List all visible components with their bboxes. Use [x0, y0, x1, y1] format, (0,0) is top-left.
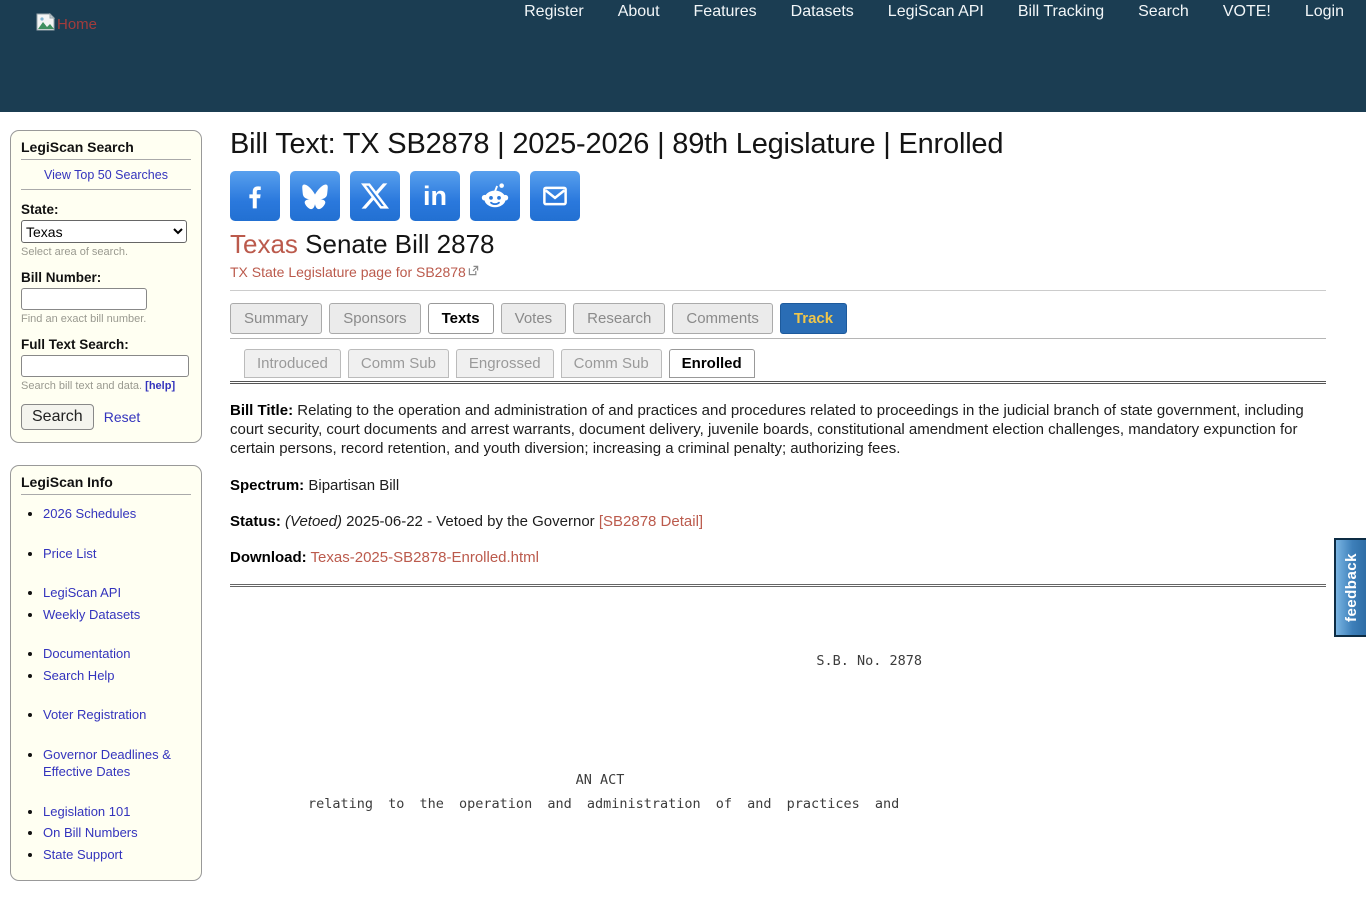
- info-link-legiscan-api[interactable]: LegiScan API: [43, 585, 122, 601]
- linkedin-icon: in: [423, 180, 447, 211]
- search-panel-title: LegiScan Search: [21, 139, 191, 160]
- bill-number-label: Bill Number:: [21, 270, 102, 285]
- reddit-share-button[interactable]: [470, 171, 520, 221]
- divider: [230, 290, 1326, 291]
- nav-features[interactable]: Features: [693, 3, 757, 20]
- external-link-icon: [468, 265, 479, 276]
- nav-legiscan-api[interactable]: LegiScan API: [887, 3, 984, 20]
- status-text: 2025-06-22 - Vetoed by the Governor: [342, 512, 599, 530]
- subtab-comm-sub-1[interactable]: Comm Sub: [348, 349, 449, 378]
- subtab-introduced[interactable]: Introduced: [244, 349, 341, 378]
- tab-research[interactable]: Research: [573, 303, 665, 334]
- home-link[interactable]: [36, 13, 97, 33]
- bill-title-text: Relating to the operation and administration of and practices and procedures related to proceedings in the judicial branch of state government, including court security, court documents and arrest warrants, document delivery, juvenile boards, constitutional amendment election challenges, mandatory expunction for certain persons, record retention, and youth diversion; increasing a criminal penalty; authorizing fees.: [230, 402, 1304, 458]
- feedback-button[interactable]: [1334, 538, 1366, 637]
- list-item: [43, 846, 191, 864]
- page-title: Bill Text: TX SB2878 | 2025-2026 | 89th Legislature | Enrolled: [230, 128, 1004, 160]
- bill-title-row: [230, 401, 1326, 459]
- download-label: Download:: [230, 548, 307, 566]
- list-item: [43, 606, 191, 624]
- list-item: [43, 803, 191, 821]
- linkedin-share-button[interactable]: [410, 171, 460, 221]
- state-helper-text: Select area of search.: [21, 246, 129, 258]
- info-link-voter-registration[interactable]: Voter Registration: [43, 707, 147, 723]
- state-link[interactable]: Texas: [230, 229, 298, 259]
- full-text-search-label: Full Text Search:: [21, 337, 129, 352]
- list-item: [43, 667, 191, 685]
- reddit-icon: [479, 180, 511, 212]
- help-bracket-close: ]: [171, 380, 176, 392]
- info-panel-title: LegiScan Info: [21, 474, 191, 495]
- nav-datasets[interactable]: Datasets: [790, 3, 854, 20]
- bill-metadata: [230, 401, 1326, 567]
- search-button[interactable]: Search: [21, 404, 94, 430]
- legiscan-info-panel: [10, 465, 202, 881]
- nav-login[interactable]: Login: [1304, 3, 1344, 20]
- view-top-50-searches-link[interactable]: View Top 50 Searches: [44, 168, 168, 182]
- email-share-button[interactable]: [530, 171, 580, 221]
- document-divider: [230, 584, 1326, 587]
- info-link-2026-schedules[interactable]: 2026 Schedules: [43, 506, 137, 521]
- info-link-state-support[interactable]: State Support: [43, 847, 123, 863]
- status-row: [230, 512, 1326, 531]
- info-link-list: [21, 505, 191, 864]
- bill-heading-rest: Senate Bill 2878: [297, 229, 495, 259]
- list-item: [43, 645, 191, 663]
- info-link-search-help[interactable]: Search Help: [43, 667, 115, 683]
- info-link-weekly-datasets[interactable]: Weekly Datasets: [43, 606, 141, 622]
- tab-track[interactable]: Track: [780, 303, 847, 334]
- subtab-comm-sub-2[interactable]: Comm Sub: [561, 349, 662, 378]
- top-header-bar: [0, 0, 1366, 112]
- info-link-documentation[interactable]: Documentation: [43, 646, 131, 662]
- nav-bill-tracking[interactable]: Bill Tracking: [1017, 3, 1105, 20]
- list-item: [43, 505, 191, 523]
- legiscan-search-panel: [10, 130, 202, 443]
- spectrum-label: Spectrum:: [230, 476, 305, 494]
- list-item: [43, 824, 191, 842]
- facebook-share-button[interactable]: [230, 171, 280, 221]
- email-icon: [540, 181, 570, 211]
- bill-number-input[interactable]: [21, 288, 147, 310]
- broken-image-icon: [36, 13, 56, 31]
- info-link-on-bill-numbers[interactable]: On Bill Numbers: [43, 825, 138, 841]
- nav-about[interactable]: About: [617, 3, 660, 20]
- state-legislature-page-link[interactable]: TX State Legislature page for SB2878: [230, 264, 466, 280]
- nav-register[interactable]: Register: [524, 3, 584, 20]
- feedback-button-label: feedback: [1342, 552, 1360, 623]
- tab-summary[interactable]: Summary: [230, 303, 322, 334]
- full-text-search-input[interactable]: [21, 355, 189, 377]
- spectrum-row: [230, 476, 1326, 495]
- download-row: [230, 548, 1326, 567]
- bill-number-helper-text: Find an exact bill number.: [21, 313, 147, 325]
- state-legislature-link-row: [230, 264, 1326, 280]
- subtab-enrolled[interactable]: Enrolled: [669, 349, 755, 378]
- status-vetoed-tag: (Vetoed): [280, 512, 342, 530]
- facebook-icon: [240, 181, 270, 211]
- spectrum-value: Bipartisan Bill: [304, 476, 400, 494]
- social-share-row: [230, 171, 1326, 221]
- x-twitter-share-button[interactable]: [350, 171, 400, 221]
- nav-search[interactable]: Search: [1138, 3, 1189, 20]
- bluesky-icon: [300, 181, 330, 211]
- left-sidebar: [10, 130, 202, 903]
- help-bracket-open: [: [145, 380, 149, 392]
- state-select[interactable]: [21, 220, 187, 243]
- list-item: [43, 545, 191, 563]
- info-link-governor-deadlines[interactable]: Governor Deadlines & Effective Dates: [43, 746, 171, 780]
- list-item: [43, 584, 191, 602]
- state-label: State:: [21, 202, 59, 217]
- status-label: Status:: [230, 512, 281, 530]
- tab-texts[interactable]: Texts: [428, 303, 494, 334]
- info-link-legislation-101[interactable]: Legislation 101: [43, 803, 131, 819]
- bluesky-share-button[interactable]: [290, 171, 340, 221]
- bill-tab-bar: [230, 303, 1326, 339]
- bill-heading: [230, 229, 1326, 260]
- list-item: [43, 706, 191, 724]
- nav-vote[interactable]: VOTE!: [1222, 3, 1271, 20]
- document-body-line: relating to the operation and administration of and practices and: [308, 796, 900, 813]
- tab-votes[interactable]: Votes: [501, 303, 567, 334]
- document-an-act: AN ACT: [575, 772, 625, 789]
- subtab-engrossed[interactable]: Engrossed: [456, 349, 554, 378]
- text-version-tab-bar: [230, 349, 1326, 384]
- top-navigation: [524, 3, 1344, 21]
- help-link[interactable]: help: [148, 380, 172, 392]
- home-link-label: Home: [57, 16, 98, 33]
- list-item: [43, 746, 191, 781]
- bill-title-label: Bill Title:: [230, 402, 294, 419]
- info-link-price-list[interactable]: Price List: [43, 545, 97, 561]
- download-link[interactable]: Texas-2025-SB2878-Enrolled.html: [306, 548, 540, 566]
- status-detail-link[interactable]: [SB2878 Detail]: [598, 512, 704, 530]
- reset-link[interactable]: Reset: [103, 409, 141, 425]
- x-twitter-icon: [361, 182, 389, 210]
- full-text-helper-text: [21, 380, 191, 392]
- main-content: [230, 112, 1326, 812]
- full-text-helper-prefix: Search bill text and data.: [21, 380, 146, 392]
- bill-document-text: [230, 653, 970, 812]
- tab-sponsors[interactable]: Sponsors: [329, 303, 420, 334]
- tab-comments[interactable]: Comments: [672, 303, 773, 334]
- document-bill-number: S.B. No. 2878: [816, 653, 922, 670]
